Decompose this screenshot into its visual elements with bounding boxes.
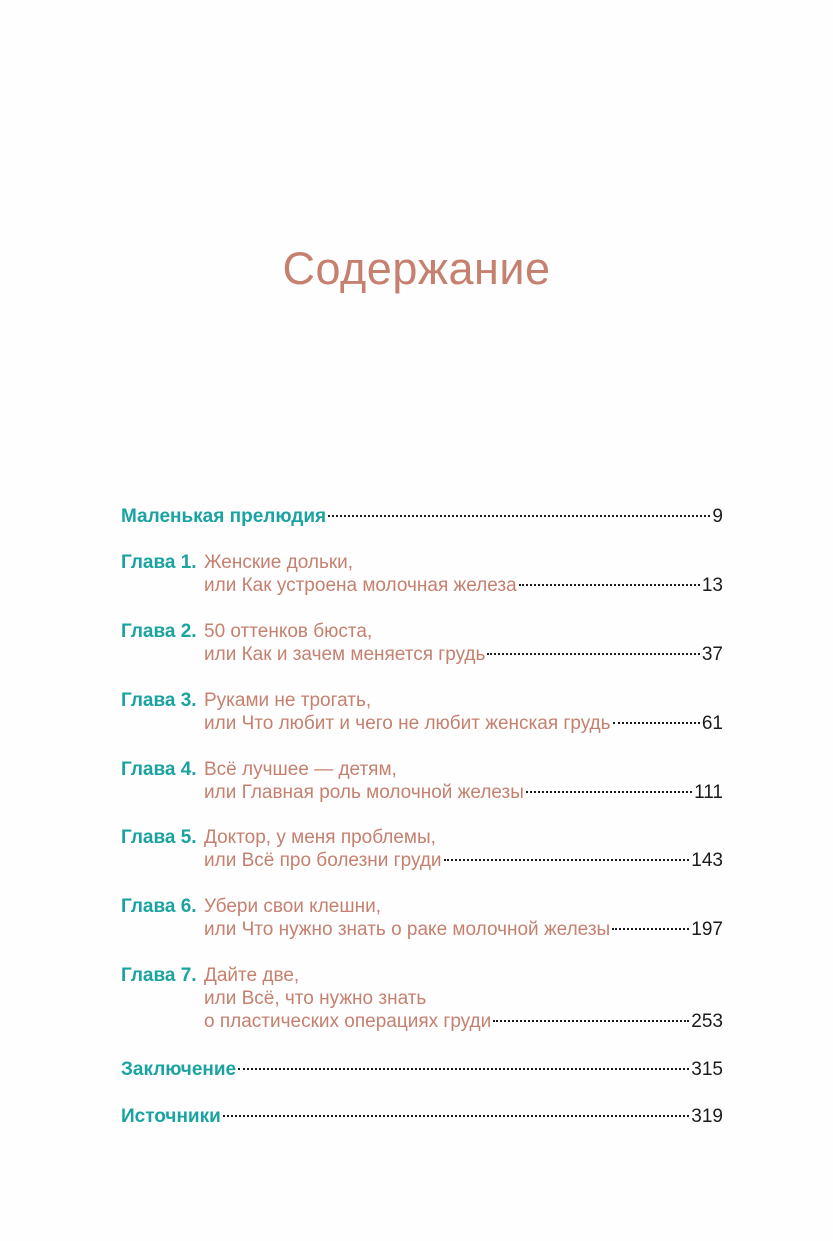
chapter-subtitle-line: о пластических операциях груди	[204, 1011, 492, 1032]
chapter-title-line: Доктор, у меня проблемы,	[204, 827, 436, 848]
toc-entry-conclusion[interactable]	[121, 1058, 723, 1081]
chapter-number: Глава 4.	[121, 759, 197, 780]
toc-page-number: 315	[691, 1059, 723, 1080]
chapter-subtitle-line: или Что любит и чего не любит женская грудь	[204, 713, 611, 734]
toc-page-number: 319	[691, 1106, 723, 1127]
toc-page-number: 37	[701, 644, 723, 665]
dot-leader	[223, 1115, 690, 1117]
chapter-number: Глава 7.	[121, 965, 197, 986]
chapter-number: Глава 6.	[121, 896, 197, 917]
chapter-subtitle-line: или Что нужно знать о раке молочной железы	[204, 919, 611, 940]
toc-entry-chapter-6[interactable]	[121, 895, 723, 941]
dot-leader	[613, 722, 700, 724]
toc-entry-prelude[interactable]	[121, 505, 723, 528]
chapter-number: Глава 5.	[121, 827, 197, 848]
chapter-title-line: Дайте две,	[204, 965, 300, 986]
chapter-number: Глава 2.	[121, 621, 197, 642]
chapter-title-line: Убери свои клешни,	[204, 896, 381, 917]
chapter-title-line: Женские дольки,	[204, 552, 354, 573]
chapter-number: Глава 3.	[121, 690, 197, 711]
toc-page-number: 253	[691, 1011, 723, 1032]
chapter-subtitle-line: или Всё про болезни груди	[204, 850, 442, 871]
toc-entry-label: Источники	[121, 1106, 221, 1127]
dot-leader	[328, 515, 710, 517]
toc-entry-sources[interactable]	[121, 1105, 723, 1128]
dot-leader	[526, 791, 692, 793]
toc-page-number: 111	[694, 782, 723, 803]
dot-leader	[444, 859, 690, 861]
toc-page-number: 13	[701, 575, 723, 596]
chapter-number: Глава 1.	[121, 552, 197, 573]
toc-page-number: 61	[701, 713, 723, 734]
toc-entry-label: Маленькая прелюдия	[121, 506, 327, 527]
toc-entry-chapter-3[interactable]	[121, 689, 723, 735]
toc-entry-chapter-1[interactable]	[121, 551, 723, 597]
chapter-subtitle-line: или Главная роль молочной железы	[204, 782, 524, 803]
chapter-title-line: 50 оттенков бюста,	[204, 621, 373, 642]
dot-leader	[612, 928, 689, 930]
toc-entry-label: Заключение	[121, 1059, 237, 1080]
dot-leader	[487, 653, 699, 655]
toc-entry-chapter-4[interactable]	[121, 758, 723, 804]
chapter-subtitle-line: или Как и зачем меняется грудь	[204, 644, 486, 665]
toc-page-number: 9	[712, 506, 723, 527]
chapter-subtitle-line: или Всё, что нужно знать	[204, 988, 427, 1009]
dot-leader	[493, 1020, 689, 1022]
dot-leader	[519, 584, 700, 586]
toc-entry-chapter-5[interactable]	[121, 826, 723, 872]
chapter-title-line: Всё лучшее — детям,	[204, 759, 397, 780]
dot-leader	[238, 1068, 689, 1070]
toc-page-number: 143	[691, 850, 723, 871]
page-title: Содержание	[282, 243, 551, 294]
toc-entry-chapter-2[interactable]	[121, 620, 723, 666]
chapter-title-line: Руками не трогать,	[204, 690, 372, 711]
chapter-subtitle-line: или Как устроена молочная железа	[204, 575, 517, 596]
toc-page-number: 197	[691, 919, 723, 940]
toc-entry-chapter-7[interactable]	[121, 964, 723, 1033]
